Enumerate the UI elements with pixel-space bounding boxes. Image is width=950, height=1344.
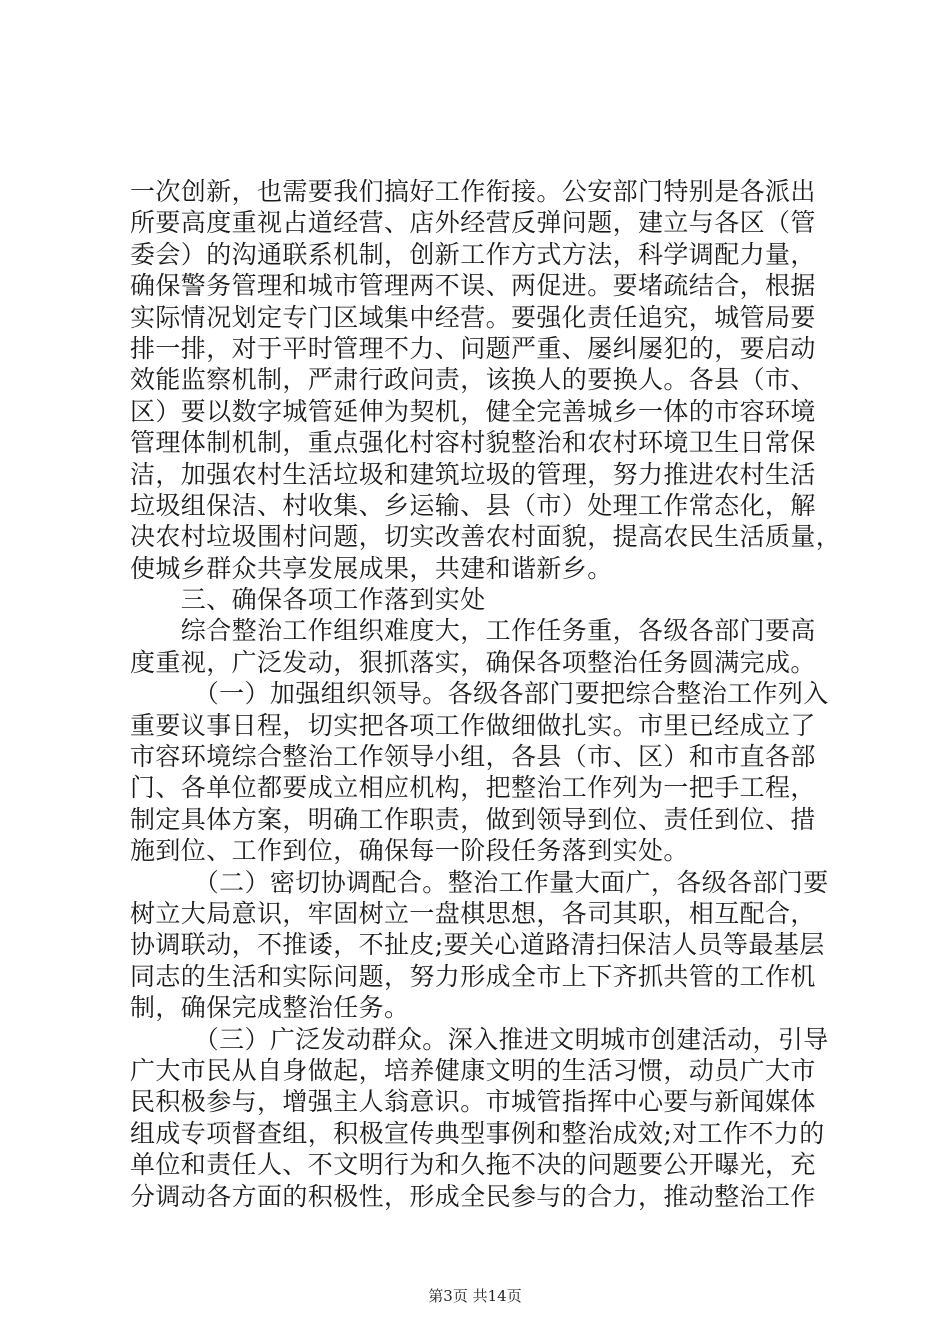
text-line: 垃圾组保洁、村收集、乡运输、县（市）处理工作常态化，解 [130,490,816,520]
text-line: 协调联动，不推诿，不扯皮;要关心道路清扫保洁人员等最基层 [130,930,825,960]
page-footer: 第3页 共14页 [428,1287,522,1305]
text-line: 所要高度重视占道经营、店外经营反弹问题，建立与各区（管 [130,208,816,238]
text-line: 委会）的沟通联系机制，创新工作方式方法，科学调配力量， [130,239,816,269]
text-line: 管理体制机制，重点强化村容村貌整治和农村环境卫生日常保 [130,428,816,458]
text-line: 制，确保完成整治任务。 [130,993,410,1023]
text-line: 树立大局意识，牢固树立一盘棋思想，各司其职，相互配合， [130,898,816,928]
text-line: 实际情况划定专门区域集中经营。要强化责任追究，城管局要 [130,302,816,332]
text-line: 广大市民从自身做起，培养健康文明的生活习惯，动员广大市 [130,1055,816,1085]
text-line: （二）密切协调配合。整治工作量大面广，各级各部门要 [130,867,829,897]
text-line: 制定具体方案，明确工作职责，做到领导到位、责任到位、措 [130,804,816,834]
text-line: （三）广泛发动群众。深入推进文明城市创建活动，引导 [130,1024,829,1054]
text-line: 单位和责任人、不文明行为和久拖不决的问题要公开曝光，充 [130,1150,816,1180]
text-line: 施到位、工作到位，确保每一阶段任务落到实处。 [130,836,689,866]
text-line: 确保警务管理和城市管理两不误、两促进。要堵疏结合，根据 [130,271,816,301]
text-line: （一）加强组织领导。各级各部门要把综合整治工作列入 [130,679,829,709]
text-line: 排一排，对于平时管理不力、问题严重、屡纠屡犯的，要启动 [130,333,816,363]
text-line: 组成专项督查组，积极宣传典型事例和整治成效;对工作不力的 [130,1118,825,1148]
text-line: 重要议事日程，切实把各项工作做细做扎实。市里已经成立了 [130,710,816,740]
text-line: 综合整治工作组织难度大，工作任务重，各级各部门要高 [130,616,816,646]
text-line: 市容环境综合整治工作领导小组，各县（市、区）和市直各部 [130,742,816,772]
document-body [130,176,842,1212]
text-line: 同志的生活和实际问题，努力形成全市上下齐抓共管的工作机 [130,961,816,991]
text-line: 度重视，广泛发动，狠抓落实，确保各项整治任务圆满完成。 [130,647,816,677]
text-line: 三、确保各项工作落到实处 [130,585,486,615]
text-line: 区）要以数字城管延伸为契机，健全完善城乡一体的市容环境 [130,396,816,426]
text-line: 一次创新，也需要我们搞好工作衔接。公安部门特别是各派出 [130,177,816,206]
text-line: 使城乡群众共享发展成果，共建和谐新乡。 [130,553,613,583]
text-line: 洁，加强农村生活垃圾和建筑垃圾的管理，努力推进农村生活 [130,459,816,489]
text-line: 效能监察机制，严肃行政问责，该换人的要换人。各县（市、 [130,365,816,395]
text-line: 门、各单位都要成立相应机构，把整治工作列为一把手工程， [130,773,816,803]
text-line: 民积极参与，增强主人翁意识。市城管指挥中心要与新闻媒体 [130,1087,816,1117]
text-line: 分调动各方面的积极性，形成全民参与的合力，推动整治工作 [130,1181,816,1211]
text-line: 决农村垃圾围村问题，切实改善农村面貌，提高农民生活质量， [130,522,842,552]
